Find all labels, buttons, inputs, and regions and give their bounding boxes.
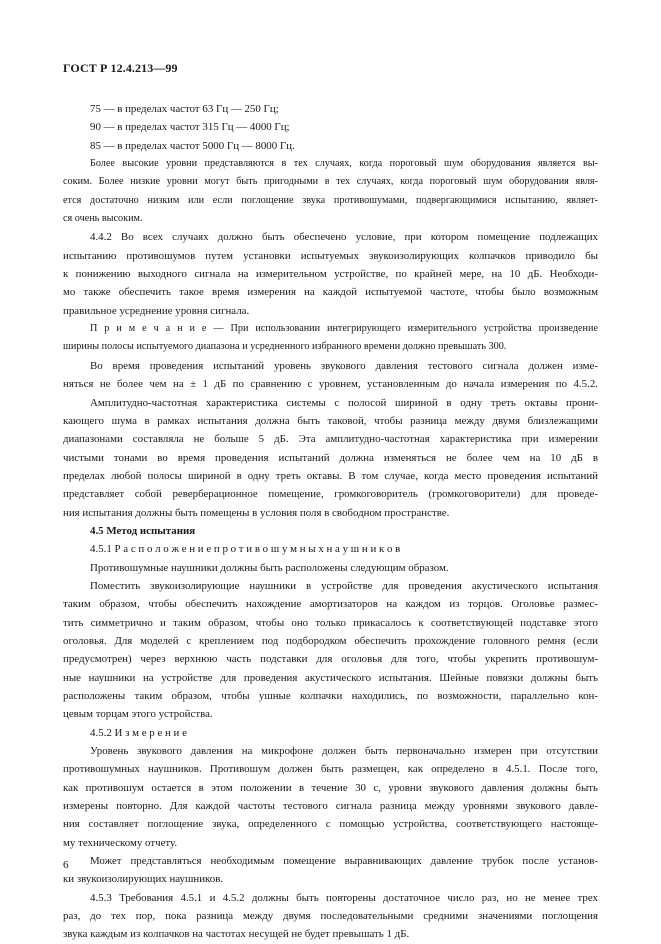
document-body bbox=[63, 100, 598, 944]
text-line: му техническому отчету. bbox=[63, 836, 178, 849]
text-line: 4.4.2 Во всех случаях должно быть обеспечено условие, при котором помещение подлежащих bbox=[90, 231, 598, 244]
text-line: 75 — в пределах частот 63 Гц — 250 Гц; bbox=[90, 103, 279, 115]
section-heading: 4.5 Метод испытания bbox=[90, 524, 196, 537]
text-line: диапазонами составляла не больше 5 дБ. Эта амплитудно-частотная характеристика при измерении bbox=[63, 433, 598, 446]
text-line: 4.5.3 Требования 4.5.1 и 4.5.2 должны быть повторены достаточное число раз, но не менее трех bbox=[90, 891, 598, 904]
document-header: ГОСТ Р 12.4.213—99 bbox=[63, 61, 178, 75]
text-line: 85 — в пределах частот 5000 Гц — 8000 Гц. bbox=[90, 139, 295, 152]
text-line: няться не более чем на ± 1 дБ по сравнению с уровнем, установленным до начала измерения по 4.5.2. bbox=[63, 378, 598, 391]
text-line: предусмотрен) через верхнюю часть подставки для оголовья для того, чтобы укрепить противошум- bbox=[63, 653, 598, 666]
text-line: мо также обеспечить такое время измерения на каждой испытуемой частоте, чтобы было возможным bbox=[63, 286, 598, 299]
text-line: Уровень звукового давления на микрофоне должен быть первоначально измерен при отсутствии bbox=[90, 745, 598, 758]
text-line: Противошумные наушники должны быть расположены следующим образом. bbox=[90, 561, 449, 574]
text-line: испытанию противошумов путем установки испытуемых звукоизолирующих колпачков приводило бы bbox=[63, 249, 598, 262]
text-line: к понижению выходного сигнала на измерительном устройстве, по крайней мере, на 10 дБ. Необходи- bbox=[63, 268, 598, 281]
text-line: цевым торцам этого устройства. bbox=[63, 708, 213, 721]
subsection-heading: 4.5.1 Р а с п о л о ж е н и е п р о т и в о ш у м н ы х н а у ш н и к о в bbox=[90, 543, 401, 556]
text-line: звука каждым из колпачков на частотах несущей не будет превышать 1 дБ. bbox=[63, 928, 410, 941]
text-line: 90 — в пределах частот 315 Гц — 4000 Гц; bbox=[90, 121, 290, 134]
text-line: оголовья. Для моделей с креплением под подбородком обеспечить прохождение головного ремня (если bbox=[63, 634, 598, 647]
text-line: тить симметрично и таким образом, чтобы оно только прикасалось к соответствующей подставке этого bbox=[63, 616, 598, 629]
text-line: измерены повторно. Для каждой частоты тестового сигнала разница между уровнями звукового давле- bbox=[63, 800, 598, 813]
text-line: чистыми тонами во время проведения испытаний должна изменяться не более чем на 10 дБ в bbox=[63, 451, 598, 464]
note-line: П р и м е ч а н и е — При использовании интегрирующего измерительного устройства произведение bbox=[90, 323, 598, 335]
text-line: раз, до тех пор, пока разница между двумя последовательными средними значениями поглощения bbox=[63, 910, 598, 923]
text-line: ные наушники на устройстве для проведения акустического испытания. Шейные повязки должны быть bbox=[63, 671, 598, 684]
subsection-heading: 4.5.2 И з м е р е н и е bbox=[90, 726, 187, 739]
text-line: ся очень высоким. bbox=[63, 213, 143, 225]
note-line: ширины полосы испытуемого диапазона и усредненного избранного времени должно превышать 300. bbox=[63, 341, 507, 353]
page-number: 6 bbox=[63, 859, 69, 871]
text-line: таким образом, чтобы обеспечить нахождение амортизаторов на каждом из торцов. Оголовье размес- bbox=[63, 598, 598, 611]
text-line: расположены таким образом, чтобы ушные колпачки находились, по возможности, параллельно кон- bbox=[63, 690, 598, 702]
text-line: ется достаточно низким или если поглощение звука противошумами, подвергающимися испытанию, являет- bbox=[63, 194, 598, 206]
text-line: противошумных наушников. Противошум должен быть размещен, как определено в 4.5.1. После того, bbox=[63, 763, 598, 776]
text-line: Поместить звукоизолирующие наушники в устройстве для проведения акустического испытания bbox=[90, 579, 598, 592]
text-line: Может представляться необходимым помещение выравнивающих давление трубок после установ- bbox=[90, 855, 598, 868]
text-line: ния испытания должны быть помещены в условия поля в свободном пространстве. bbox=[63, 506, 450, 519]
text-line: ния составляет поглощение звука, определенного с помощью устройства, соответствующего настояще- bbox=[63, 818, 598, 831]
text-line: правильное усреднение уровня сигнала. bbox=[63, 304, 250, 317]
text-line: Более высокие уровни представляются в тех случаях, когда пороговый шум оборудования является вы- bbox=[90, 158, 598, 170]
text-line: представляет собой реверберационное помещение, громкоговоритель (громкоговорители) для проведе- bbox=[63, 488, 598, 501]
text-line: пределах любой полосы шириной в одну треть октавы. В том случае, когда место проведения испытаний bbox=[63, 469, 598, 482]
text-line: как противошум остается в этом положении в течение 30 с, уровни звукового давления должны быть bbox=[63, 781, 598, 794]
text-line: соким. Более низкие уровни могут быть пригодными в тех случаях, когда пороговый шум оборудования явля- bbox=[63, 176, 598, 188]
text-line: Во время проведения испытаний уровень звукового давления тестового сигнала должен изме- bbox=[90, 359, 598, 372]
text-line: Амплитудно-частотная характеристика системы с полосой шириной в одну треть октавы прони- bbox=[90, 396, 598, 409]
text-line: ки звукоизолирующих наушников. bbox=[63, 873, 224, 886]
text-line: кающего шума в рамках испытания должна быть таковой, чтобы разница между двумя близлежащими bbox=[63, 414, 598, 427]
